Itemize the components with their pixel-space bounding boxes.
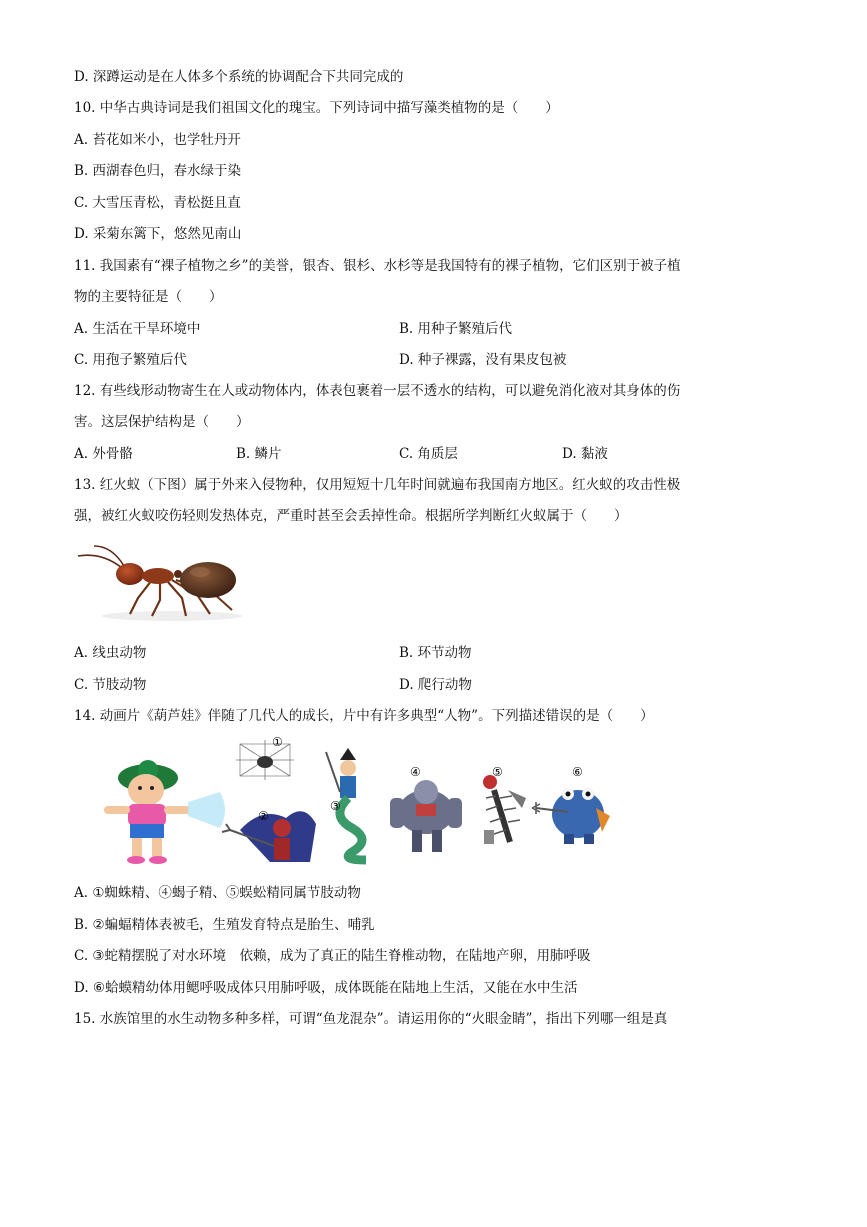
label-4: ④ bbox=[410, 765, 421, 779]
q13-stem-line1: 13. 红火蚁（下图）属于外来入侵物种，仅用短短十几年时间就遍布我国南方地区。红火蚁的攻击性极 bbox=[74, 477, 681, 493]
red-fire-ant-image bbox=[72, 540, 252, 624]
q14-option-a: A. ①蜘蛛精、④蝎子精、⑤蜈蚣精同属节肢动物 bbox=[74, 885, 361, 901]
q13-option-d: D. 爬行动物 bbox=[399, 677, 472, 693]
label-5: ⑤ bbox=[492, 765, 503, 779]
q13-option-a: A. 线虫动物 bbox=[74, 645, 147, 661]
label-2: ② bbox=[258, 809, 269, 823]
q9-option-d: D. 深蹲运动是在人体多个系统的协调配合下共同完成的 bbox=[74, 69, 404, 85]
q12-stem-line1: 12. 有些线形动物寄生在人或动物体内，体表包裹着一层不透水的结构，可以避免消化液对其身体的伤 bbox=[74, 383, 681, 399]
q11-option-b: B. 用种子繁殖后代 bbox=[399, 321, 513, 337]
q14-option-d: D. ⑥蛤蟆精幼体用鳃呼吸成体只用肺呼吸，成体既能在陆地上生活，又能在水中生活 bbox=[74, 980, 578, 996]
q15-stem-line1: 15. 水族馆里的水生动物多种多样，可谓“鱼龙混杂”。请运用你的“火眼金睛”，指出下列哪一组是真 bbox=[74, 1011, 668, 1027]
scorpion-spirit-figure bbox=[390, 780, 462, 852]
spider-spirit-figure bbox=[236, 740, 294, 780]
q11-option-a: A. 生活在干旱环境中 bbox=[74, 321, 201, 337]
q14-option-b: B. ②蝙蝠精体表被毛，生殖发育特点是胎生、哺乳 bbox=[74, 917, 375, 933]
q12-option-a: A. 外骨骼 bbox=[74, 446, 133, 462]
bat-spirit-figure bbox=[222, 811, 316, 862]
q12-option-b: B. 鳞片 bbox=[236, 446, 282, 462]
toad-spirit-figure bbox=[532, 788, 610, 844]
q13-stem-line2: 强，被红火蚁咬伤轻则发热体克，严重时甚至会丢掉性命。根据所学判断红火蚁属于（ ） bbox=[74, 508, 628, 524]
centipede-spirit-figure bbox=[483, 775, 526, 844]
q10-option-d: D. 采菊东篱下，悠然见南山 bbox=[74, 226, 242, 242]
label-6: ⑥ bbox=[572, 765, 583, 779]
q12-stem-line2: 害。这层保护结构是（ ） bbox=[74, 414, 250, 430]
calabash-boy-figure bbox=[104, 760, 225, 864]
q14-stem: 14. 动画片《葫芦娃》伴随了几代人的成长，片中有许多典型“人物”。下列描述错误的是（ ） bbox=[74, 708, 654, 724]
q11-stem-line1: 11. 我国素有“裸子植物之乡”的美誉，银杏、银杉、水杉等是我国特有的裸子植物，它们区别于被子植 bbox=[74, 258, 681, 274]
label-1: ① bbox=[272, 735, 283, 749]
q10-option-c: C. 大雪压青松，青松挺且直 bbox=[74, 195, 241, 211]
q10-stem: 10. 中华古典诗词是我们祖国文化的瑰宝。下列诗词中描写藻类植物的是（ ） bbox=[74, 100, 559, 116]
q12-option-d: D. 黏液 bbox=[562, 446, 608, 462]
q10-option-a: A. 苔花如米小，也学牡丹开 bbox=[74, 132, 241, 148]
q11-option-d: D. 种子裸露，没有果皮包被 bbox=[399, 352, 567, 368]
label-3: ③ bbox=[330, 799, 341, 813]
q13-option-c: C. 节肢动物 bbox=[74, 677, 147, 693]
q12-option-c: C. 角质层 bbox=[399, 446, 458, 462]
q11-option-c: C. 用孢子繁殖后代 bbox=[74, 352, 187, 368]
q11-stem-line2: 物的主要特征是（ ） bbox=[74, 289, 223, 305]
calabash-brothers-characters-image bbox=[90, 732, 620, 872]
q10-option-b: B. 西湖春色归，春水绿于染 bbox=[74, 163, 242, 179]
q14-option-c: C. ③蛇精摆脱了对水环境 依赖，成为了真正的陆生脊椎动物，在陆地产卵，用肺呼吸 bbox=[74, 948, 591, 964]
q13-option-b: B. 环节动物 bbox=[399, 645, 472, 661]
